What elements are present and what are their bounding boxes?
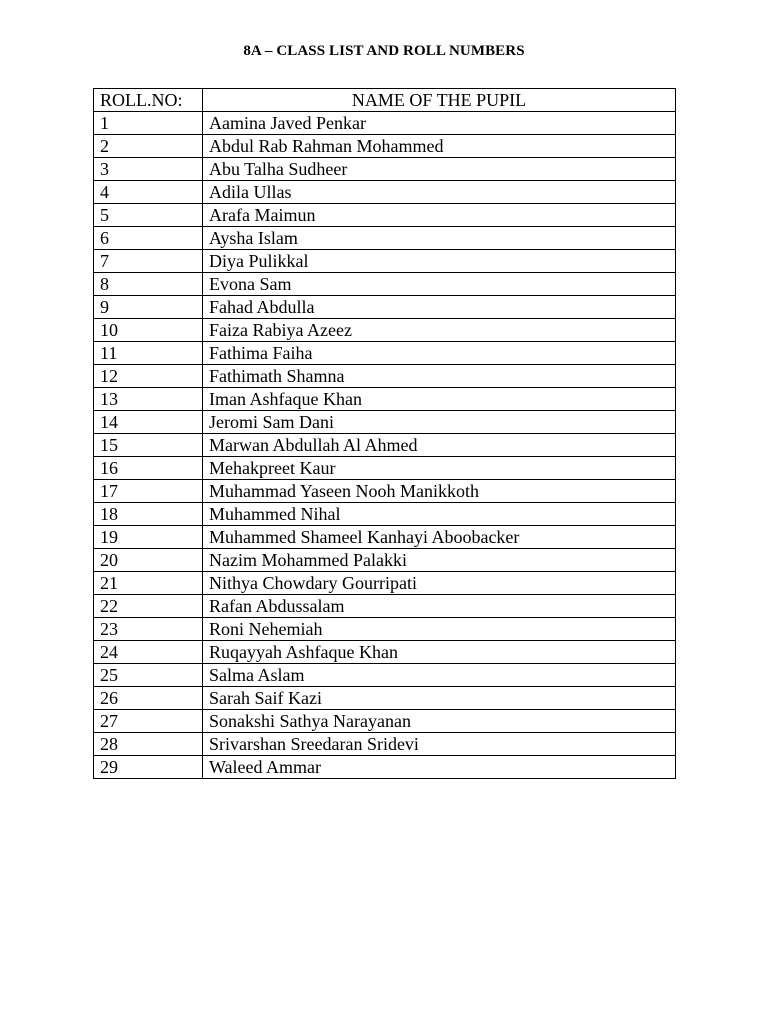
pupil-name-cell: Mehakpreet Kaur bbox=[203, 457, 676, 480]
pupil-name-cell: Nithya Chowdary Gourripati bbox=[203, 572, 676, 595]
roll-number-cell: 26 bbox=[94, 687, 203, 710]
roll-number-cell: 28 bbox=[94, 733, 203, 756]
roll-number-cell: 27 bbox=[94, 710, 203, 733]
table-row bbox=[94, 526, 676, 549]
pupil-name-cell: Nazim Mohammed Palakki bbox=[203, 549, 676, 572]
table-header-row bbox=[94, 89, 676, 112]
pupil-name-cell: Fahad Abdulla bbox=[203, 296, 676, 319]
table-row bbox=[94, 365, 676, 388]
roll-number-cell: 24 bbox=[94, 641, 203, 664]
table-row bbox=[94, 664, 676, 687]
pupil-name-cell: Adila Ullas bbox=[203, 181, 676, 204]
pupil-name-cell: Roni Nehemiah bbox=[203, 618, 676, 641]
roll-number-cell: 7 bbox=[94, 250, 203, 273]
roll-number-cell: 12 bbox=[94, 365, 203, 388]
roll-number-cell: 15 bbox=[94, 434, 203, 457]
pupil-name-cell: Abdul Rab Rahman Mohammed bbox=[203, 135, 676, 158]
table-row bbox=[94, 733, 676, 756]
pupil-name-cell: Muhammed Shameel Kanhayi Aboobacker bbox=[203, 526, 676, 549]
table-row bbox=[94, 710, 676, 733]
table-row bbox=[94, 503, 676, 526]
roll-number-cell: 6 bbox=[94, 227, 203, 250]
roll-number-cell: 9 bbox=[94, 296, 203, 319]
table-row bbox=[94, 434, 676, 457]
pupil-name-cell: Aamina Javed Penkar bbox=[203, 112, 676, 135]
pupil-name-cell: Sonakshi Sathya Narayanan bbox=[203, 710, 676, 733]
pupil-name-cell: Muhammed Nihal bbox=[203, 503, 676, 526]
pupil-name-cell: Aysha Islam bbox=[203, 227, 676, 250]
pupil-name-cell: Waleed Ammar bbox=[203, 756, 676, 779]
table-row bbox=[94, 687, 676, 710]
table-row bbox=[94, 457, 676, 480]
pupil-name-cell: Evona Sam bbox=[203, 273, 676, 296]
pupil-name-header: NAME OF THE PUPIL bbox=[203, 89, 676, 112]
pupil-name-cell: Marwan Abdullah Al Ahmed bbox=[203, 434, 676, 457]
roll-number-cell: 21 bbox=[94, 572, 203, 595]
roll-number-cell: 3 bbox=[94, 158, 203, 181]
roll-number-cell: 19 bbox=[94, 526, 203, 549]
roll-number-cell: 17 bbox=[94, 480, 203, 503]
roll-number-cell: 8 bbox=[94, 273, 203, 296]
table-row bbox=[94, 250, 676, 273]
table-row bbox=[94, 595, 676, 618]
table-row bbox=[94, 273, 676, 296]
roll-number-cell: 2 bbox=[94, 135, 203, 158]
roll-number-cell: 14 bbox=[94, 411, 203, 434]
pupil-name-cell: Faiza Rabiya Azeez bbox=[203, 319, 676, 342]
pupil-name-cell: Jeromi Sam Dani bbox=[203, 411, 676, 434]
pupil-name-cell: Iman Ashfaque Khan bbox=[203, 388, 676, 411]
pupil-name-cell: Muhammad Yaseen Nooh Manikkoth bbox=[203, 480, 676, 503]
table-row bbox=[94, 342, 676, 365]
roll-number-cell: 29 bbox=[94, 756, 203, 779]
table-row bbox=[94, 296, 676, 319]
roll-number-cell: 4 bbox=[94, 181, 203, 204]
roll-number-header: ROLL.NO: bbox=[94, 89, 203, 112]
pupil-name-cell: Salma Aslam bbox=[203, 664, 676, 687]
pupil-name-cell: Fathimath Shamna bbox=[203, 365, 676, 388]
pupil-name-cell: Abu Talha Sudheer bbox=[203, 158, 676, 181]
roll-number-cell: 5 bbox=[94, 204, 203, 227]
table-row bbox=[94, 158, 676, 181]
pupil-name-cell: Ruqayyah Ashfaque Khan bbox=[203, 641, 676, 664]
pupil-name-cell: Diya Pulikkal bbox=[203, 250, 676, 273]
table-body bbox=[94, 112, 676, 779]
table-row bbox=[94, 319, 676, 342]
table-row bbox=[94, 411, 676, 434]
roll-number-cell: 1 bbox=[94, 112, 203, 135]
roll-number-cell: 10 bbox=[94, 319, 203, 342]
table-row bbox=[94, 388, 676, 411]
table-row bbox=[94, 641, 676, 664]
pupil-name-cell: Fathima Faiha bbox=[203, 342, 676, 365]
table-row bbox=[94, 618, 676, 641]
roll-number-cell: 20 bbox=[94, 549, 203, 572]
pupil-name-cell: Rafan Abdussalam bbox=[203, 595, 676, 618]
table-row bbox=[94, 204, 676, 227]
table-row bbox=[94, 112, 676, 135]
pupil-name-cell: Sarah Saif Kazi bbox=[203, 687, 676, 710]
roll-number-cell: 16 bbox=[94, 457, 203, 480]
roll-number-cell: 25 bbox=[94, 664, 203, 687]
class-list-table bbox=[93, 88, 676, 779]
roll-number-cell: 18 bbox=[94, 503, 203, 526]
table-row bbox=[94, 756, 676, 779]
roll-number-cell: 11 bbox=[94, 342, 203, 365]
pupil-name-cell: Arafa Maimun bbox=[203, 204, 676, 227]
roll-number-cell: 13 bbox=[94, 388, 203, 411]
table-row bbox=[94, 480, 676, 503]
document-title: 8A – CLASS LIST AND ROLL NUMBERS bbox=[243, 43, 525, 59]
pupil-name-cell: Srivarshan Sreedaran Sridevi bbox=[203, 733, 676, 756]
table-row bbox=[94, 549, 676, 572]
table-row bbox=[94, 227, 676, 250]
table-row bbox=[94, 572, 676, 595]
table-row bbox=[94, 181, 676, 204]
roll-number-cell: 23 bbox=[94, 618, 203, 641]
roll-number-cell: 22 bbox=[94, 595, 203, 618]
table-row bbox=[94, 135, 676, 158]
